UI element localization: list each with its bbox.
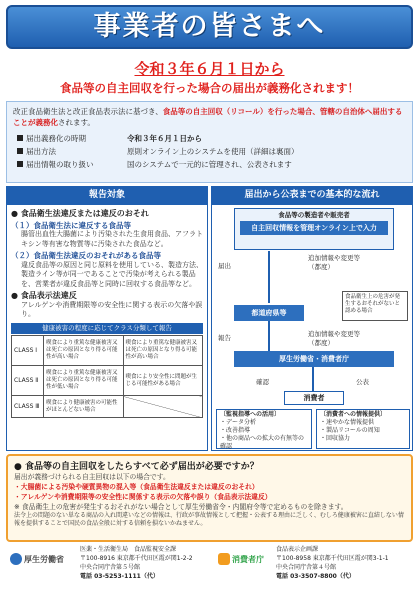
class-band: 健康被害の程度に応じてクラス分類して報告 xyxy=(11,323,203,335)
consumer-info-list: 〔消費者への情報提供〕 ・速やかな情報提供 ・製品リコールの周知 ・回収協力 xyxy=(316,409,410,449)
mhlw-contact: 医薬・生活衛生局 食品監視安全課 〒100-8916 東京都千代田区霞が関1-2-2 中央合同庁舎第５号館 電話 03-5253-1111（代） xyxy=(80,546,193,580)
flow-arrow xyxy=(268,251,270,303)
prefecture-box: 都道府県等 xyxy=(234,305,304,321)
effective-date: 令和３年６月１日から xyxy=(134,60,285,78)
headline: 食品等の自主回収を行った場合の届出が義務化されます！ xyxy=(60,81,359,95)
consumer-box: 消費者 xyxy=(284,391,344,405)
faq-box: ● 食品等の自主回収をしたらすべて必ず届出が必要ですか？ 届出が義務づけられる自主回収は以下の場合です。 ・大腸菌による汚染や硬質異物の混入等（食品衛生法違反または違反のおそれ） ・アレルゲンや消費期限等の安全性に関係する表示の欠落や誤り（食品表示法違反） ※ 食品衛生上の危害が発生するおそれがない場合として厚生労働省令・内閣府令等で定めるものを除きます。 法令上の問題のない単なる商品の入れ間違いなどの情報は、行政が事故情報として把握・公表する理由に乏しく、むしろ健康被害に直結しない情報を提供することで国民の食品全般に対する信頼を損ないかねません。 xyxy=(6,454,413,542)
title-banner xyxy=(6,5,413,49)
flow-heading: 届出から公表までの基本的な流れ xyxy=(211,186,413,204)
flow-arrow xyxy=(268,321,270,351)
page-title: 事業者の皆さまへ xyxy=(93,11,326,42)
square-icon xyxy=(17,161,23,167)
intro-box: 改正食品衛生法と改正食品表示法に基づき、食品等の自主回収（リコール）を行った場合、管轄の自治体へ届出することが義務化されます。 届出義務化の時期 令和３年６月１日から 届出方法 原則オンライン上のシステムを使用（詳細は裏面） 届出情報の取り扱い 国のシステムで一元的に管理され、公表されます xyxy=(6,101,413,183)
intro-table: 届出義務化の時期 令和３年６月１日から 届出方法 原則オンライン上のシステムを使用（詳細は裏面） 届出情報の取り扱い 国のシステムで一元的に管理され、公表されます xyxy=(13,132,303,171)
class-table: CLASS Ⅰ 喫食により重篤な健康被害又は死亡の原因となり得る可能性が高い場合 喫食により重篤な健康被害又は死亡の原因となり得る可能性が高い場合 CLASS Ⅱ 喫食により重篤な健康被害又は死亡の原因となり得る可能性が低い場合 喫食により安全性に問題が生じる可能性がある場合 CLASS Ⅲ 喫食により健康被害の可能性がほとんどない場合 xyxy=(11,335,203,418)
mhlw-emblem-icon xyxy=(10,553,22,565)
report-target-panel: ● 食品衛生法違反または違反のおそれ （１）食品衛生法に違反する食品等 腸管出血性大腸菌により汚染された生食用食品、アフラトキシン等有害な物質等に汚染された食品など。 （２）食品衛生法違反のおそれがある食品等 違反食品等の原因と同じ原料を使用している、製造方法、製造ライン等が同一であることで汚染が考えられる製品を、営業者が違反食品等と同時に回収する食品等など。 ● 食品表示法違反 アレルゲンや消費期限等の安全性に関する表示の欠落や誤り。 健康被害の程度に応じてクラス分類して報告 CLASS Ⅰ 喫食により重篤な健康被害又は死亡の原因となり得る可能性が高い場合 喫食により重篤な健康被害又は死亡の原因となり得る可能性が高い場合 CLASS Ⅱ 喫食により重篤な健康被害又は死亡の原因となり得る可能性が低い場合 喫食により安全性に問題が生じる可能性がある場合 CLASS Ⅲ 喫食により健康被害の可能性がほとんどない場合 xyxy=(6,204,208,451)
empty-cell xyxy=(123,396,203,418)
square-icon xyxy=(17,148,23,154)
caa-logo: 消費者庁 xyxy=(218,553,264,565)
report-target-heading: 報告対象 xyxy=(6,186,208,204)
flow-panel: 食品等の製造者や販売者 自主回収情報を管理オンライン上で入力 届出 追加情報や変更等（都度） 都道府県等 食品衛生上の危害が発生するおそれがないと認める場合 報告 追加情報や変更等（都度） 厚生労働省・消費者庁 確認 公表 消費者 〔監視指導への活用〕 ・データ分析 ・改善指導 ・他の商品への拡大の有無等の確認 〔消費者への情報提供〕 ・速やかな情報提供 ・製品リコールの周知 ・回収協力 xyxy=(211,204,413,451)
flow-arrow xyxy=(312,367,314,391)
exemption-note: 食品衛生上の危害が発生するおそれがないと認める場合 xyxy=(342,291,408,321)
caa-emblem-icon xyxy=(218,553,230,565)
guidance-list: 〔監視指導への活用〕 ・データ分析 ・改善指導 ・他の商品への拡大の有無等の確認 xyxy=(216,409,312,449)
ministry-box: 厚生労働省・消費者庁 xyxy=(234,351,394,367)
square-icon xyxy=(17,135,23,141)
caa-contact: 食品表示企画課 〒100-8958 東京都千代田区霞が関3-1-1 中央合同庁舎第４号館 電話 03-3507-8800（代） xyxy=(276,546,389,580)
mhlw-logo: 厚生労働省 xyxy=(10,553,64,565)
system-box: 自主回収情報を管理オンライン上で入力 xyxy=(240,221,388,235)
